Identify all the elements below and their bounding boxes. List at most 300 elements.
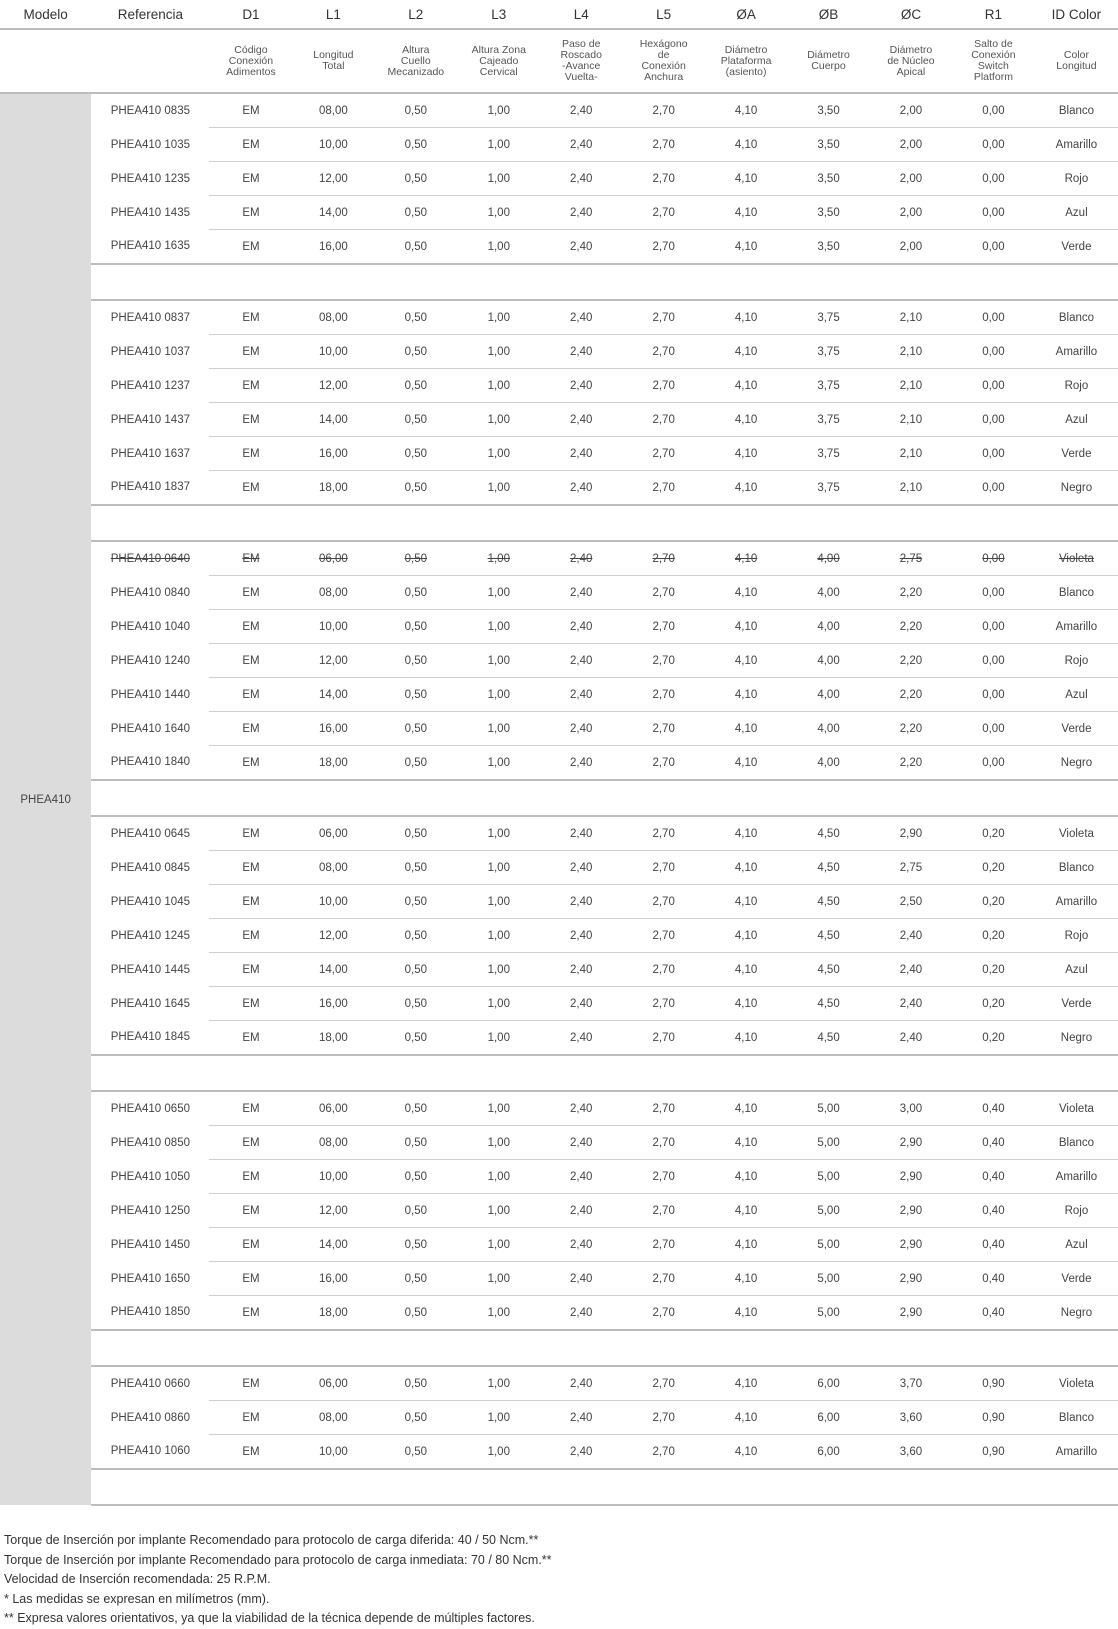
reference-cell: PHEA410 1637 [110,447,190,460]
value-cell: 2,40 [870,987,952,1021]
table-row [0,644,1118,678]
value-cell: 4,50 [787,953,870,987]
value-cell: 4,10 [705,953,787,987]
value-cell: 14,00 [292,196,374,230]
column-description-line: Cuerpo [811,60,846,72]
value-cell: 2,40 [540,576,622,610]
reference-cell: PHEA410 0860 [110,1411,190,1424]
reference-cell: PHEA410 0835 [110,104,190,117]
column-description-line: Apical [896,65,926,78]
value-cell: EM [209,851,292,885]
value-cell: 4,10 [705,1194,787,1228]
value-cell: 1,00 [457,919,540,953]
value-cell: 5,00 [787,1160,870,1194]
value-cell: 2,70 [622,1160,705,1194]
value-cell: EM [209,987,292,1021]
value-cell: 1,00 [457,953,540,987]
value-cell: 0,00 [952,471,1035,506]
value-cell: 2,20 [870,712,952,746]
value-cell: 0,00 [952,712,1035,746]
value-cell: EM [209,541,292,576]
value-cell: 4,10 [705,885,787,919]
value-cell: 4,50 [787,987,870,1021]
value-cell: 1,00 [457,335,540,369]
value-cell: 2,20 [870,610,952,644]
column-description-line: Paso de [561,38,601,50]
value-cell: 4,10 [705,162,787,196]
value-cell: 0,50 [374,128,457,162]
model-name: PHEA410 [0,93,91,1505]
column-description-line: Platform [973,71,1013,83]
value-cell: 4,00 [787,644,870,678]
value-cell: 4,00 [787,610,870,644]
value-cell: EM [209,1228,292,1262]
column-description-line: Conexión [971,49,1016,61]
table-body [0,93,1118,1505]
value-cell: 1,00 [457,746,540,781]
value-cell: 0,50 [374,851,457,885]
value-cell: 2,00 [870,196,952,230]
value-cell: 1,00 [457,437,540,471]
value-cell: 4,10 [705,1228,787,1262]
footnote-line: ** Expresa valores orientativos, ya que la viabilidad de la técnica depende de múltiples factores. [4,1611,535,1626]
value-cell: 2,70 [622,369,705,403]
value-cell: 3,50 [787,128,870,162]
reference-cell: PHEA410 1840 [91,746,209,781]
value-cell: 2,90 [870,1296,952,1331]
value-cell: 0,00 [952,230,1035,265]
value-cell: 2,70 [622,576,705,610]
value-cell: 2,40 [540,335,622,369]
value-cell: 0,50 [374,335,457,369]
value-cell: 2,70 [622,1228,705,1262]
value-cell: 0,50 [374,1194,457,1228]
value-cell: 1,00 [457,1194,540,1228]
value-cell: 2,50 [870,885,952,919]
value-cell: 2,40 [540,644,622,678]
value-cell: 0,00 [952,93,1035,128]
group-gap [91,1469,1118,1505]
value-cell: 2,90 [870,816,952,851]
column-description [292,29,374,93]
column-header: ID Color [1035,0,1118,29]
value-cell: Azul [1035,1228,1118,1262]
column-description-line: Hexágono [639,38,688,50]
value-cell: 4,50 [787,885,870,919]
footnotes [4,1531,1104,1629]
column-description-line: Conexión [228,54,274,67]
value-cell: 2,40 [540,746,622,781]
value-cell: 08,00 [292,93,374,128]
table-row [0,437,1118,471]
value-cell: 3,00 [870,1091,952,1126]
column-description [622,29,705,93]
column-description [209,29,292,93]
value-cell: 6,00 [787,1366,870,1401]
value-cell: 0,50 [374,1435,457,1470]
value-cell: 3,60 [870,1401,952,1435]
value-cell: 10,00 [292,1435,374,1470]
value-cell: 0,50 [374,230,457,265]
value-cell: Violeta [1035,541,1118,576]
value-cell: 2,70 [622,678,705,712]
value-cell: EM [209,1366,292,1401]
value-cell: 2,70 [622,541,705,576]
value-cell: 0,00 [952,300,1035,335]
value-cell: EM [209,369,292,403]
reference-cell: PHEA410 1845 [91,1021,209,1056]
value-cell: 16,00 [292,987,374,1021]
column-description [0,29,91,93]
value-cell: 0,50 [374,1366,457,1401]
header-description-row [0,29,1118,93]
column-description [705,29,787,93]
column-description [787,29,870,93]
value-cell: 3,75 [787,403,870,437]
value-cell: 0,20 [952,919,1035,953]
column-header: Referencia [91,0,209,29]
value-cell: 4,10 [705,816,787,851]
value-cell: 10,00 [292,335,374,369]
value-cell: 2,70 [622,851,705,885]
value-cell: EM [209,1435,292,1470]
column-header: D1 [209,0,292,29]
value-cell: 1,00 [457,678,540,712]
value-cell: 12,00 [292,644,374,678]
value-cell: 0,50 [374,300,457,335]
value-cell: Azul [1035,196,1118,230]
value-cell: EM [209,1296,292,1331]
value-cell: Amarillo [1035,885,1118,919]
value-cell: 2,00 [870,162,952,196]
value-cell: 2,40 [540,816,622,851]
value-cell: 18,00 [292,1021,374,1056]
value-cell: 0,00 [952,196,1035,230]
value-cell: Amarillo [1035,1160,1118,1194]
column-description-line: de Núcleo [887,54,935,67]
value-cell: 3,50 [787,162,870,196]
value-cell: 08,00 [292,851,374,885]
value-cell: Azul [1035,953,1118,987]
value-cell: 3,75 [787,335,870,369]
column-header: R1 [952,0,1035,29]
value-cell: 2,70 [622,471,705,506]
value-cell: 0,20 [952,816,1035,851]
table-row [0,93,1118,128]
column-description-line: Cajeado [479,54,519,67]
reference-cell: PHEA410 1245 [110,929,190,942]
value-cell: Azul [1035,403,1118,437]
table-row [0,1366,1118,1401]
reference-cell: PHEA410 1035 [110,138,190,151]
column-description-line: Switch [977,60,1009,72]
table-row [0,1091,1118,1126]
value-cell: 0,00 [952,128,1035,162]
value-cell: EM [209,712,292,746]
reference-cell: PHEA410 1237 [110,379,190,392]
value-cell: 4,10 [705,1401,787,1435]
column-header: ØA [705,0,787,29]
value-cell: 4,00 [787,576,870,610]
group-separator [0,1330,1118,1366]
column-description-line: Color [1063,49,1089,61]
table-row [0,1228,1118,1262]
value-cell: 0,50 [374,816,457,851]
value-cell: 1,00 [457,403,540,437]
value-cell: 2,70 [622,712,705,746]
value-cell: Verde [1035,437,1118,471]
header-row [0,0,1118,29]
value-cell: 2,70 [622,1091,705,1126]
table-row [0,128,1118,162]
reference-cell: PHEA410 1435 [110,206,190,219]
table-row [0,403,1118,437]
value-cell: 1,00 [457,128,540,162]
value-cell: 12,00 [292,1194,374,1228]
value-cell: 06,00 [292,1366,374,1401]
value-cell: 4,10 [705,1126,787,1160]
value-cell: 4,00 [787,746,870,781]
value-cell: EM [209,196,292,230]
value-cell: 18,00 [292,1296,374,1331]
value-cell: Rojo [1035,644,1118,678]
value-cell: 1,00 [457,1021,540,1056]
value-cell: 08,00 [292,300,374,335]
value-cell: 16,00 [292,437,374,471]
column-description-line: -Avance [562,60,601,72]
value-cell: 5,00 [787,1091,870,1126]
value-cell: EM [209,1160,292,1194]
column-description-line: Altura Zona [471,43,526,56]
table-row [0,1126,1118,1160]
value-cell: 2,40 [540,403,622,437]
value-cell: 2,70 [622,1194,705,1228]
value-cell: 2,40 [540,1021,622,1056]
value-cell: EM [209,1262,292,1296]
value-cell: Azul [1035,678,1118,712]
value-cell: 1,00 [457,1435,540,1470]
value-cell: 2,40 [540,1435,622,1470]
value-cell: 1,00 [457,1262,540,1296]
value-cell: Violeta [1035,1366,1118,1401]
value-cell: 1,00 [457,987,540,1021]
reference-cell: PHEA410 1650 [110,1272,190,1285]
value-cell: 0,50 [374,403,457,437]
value-cell: Amarillo [1035,610,1118,644]
column-description-line: Anchura [644,71,684,83]
value-cell: 2,40 [540,1401,622,1435]
value-cell: 2,70 [622,987,705,1021]
value-cell: Blanco [1035,1401,1118,1435]
reference-cell: PHEA410 1235 [110,172,190,185]
group-gap [91,1055,1118,1091]
value-cell: 2,40 [540,712,622,746]
value-cell: 2,40 [540,162,622,196]
value-cell: 4,10 [705,93,787,128]
value-cell: 3,75 [787,369,870,403]
value-cell: 0,40 [952,1194,1035,1228]
value-cell: EM [209,300,292,335]
value-cell: 1,00 [457,230,540,265]
reference-cell: PHEA410 1645 [110,997,190,1010]
value-cell: 4,00 [787,678,870,712]
value-cell: 0,50 [374,746,457,781]
value-cell: EM [209,885,292,919]
value-cell: 0,00 [952,541,1035,576]
value-cell: 0,50 [374,576,457,610]
value-cell: 2,70 [622,437,705,471]
table-row [0,746,1118,781]
value-cell: 4,10 [705,919,787,953]
value-cell: 12,00 [292,162,374,196]
value-cell: EM [209,403,292,437]
group-separator [0,264,1118,300]
value-cell: 0,50 [374,1091,457,1126]
value-cell: 4,10 [705,403,787,437]
value-cell: 16,00 [292,712,374,746]
value-cell: Blanco [1035,93,1118,128]
column-description [870,29,952,93]
value-cell: 4,10 [705,1366,787,1401]
value-cell: 0,90 [952,1435,1035,1470]
column-header: L4 [540,0,622,29]
column-description-line: Altura [402,43,430,56]
value-cell: 0,00 [952,162,1035,196]
value-cell: 0,40 [952,1160,1035,1194]
column-description-line: Plataforma [720,54,772,67]
value-cell: 1,00 [457,1366,540,1401]
table-row [0,816,1118,851]
value-cell: EM [209,1021,292,1056]
value-cell: 2,40 [540,1228,622,1262]
value-cell: 0,20 [952,851,1035,885]
value-cell: 2,70 [622,162,705,196]
value-cell: 1,00 [457,1160,540,1194]
value-cell: 18,00 [292,471,374,506]
value-cell: 4,50 [787,851,870,885]
table-row [0,1194,1118,1228]
column-description [91,29,209,93]
value-cell: 4,10 [705,437,787,471]
value-cell: 4,10 [705,1021,787,1056]
value-cell: 3,50 [787,196,870,230]
value-cell: 0,50 [374,644,457,678]
footnote-line: Velocidad de Inserción recomendada: 25 R.P.M. [4,1572,271,1587]
column-description-line: Cuello [400,54,431,67]
value-cell: 4,10 [705,369,787,403]
value-cell: 0,50 [374,196,457,230]
value-cell: EM [209,644,292,678]
reference-cell: PHEA410 0640 [110,552,190,565]
value-cell: Verde [1035,230,1118,265]
column-description-line: Vuelta- [564,71,598,83]
value-cell: 2,40 [540,885,622,919]
value-cell: Amarillo [1035,1435,1118,1470]
value-cell: EM [209,128,292,162]
value-cell: 2,00 [870,128,952,162]
value-cell: 2,40 [540,919,622,953]
value-cell: 0,50 [374,162,457,196]
value-cell: 1,00 [457,300,540,335]
value-cell: 2,40 [540,230,622,265]
value-cell: 0,50 [374,471,457,506]
value-cell: 2,70 [622,196,705,230]
value-cell: 4,10 [705,300,787,335]
footnote-line: * Las medidas se expresan en milímetros (mm). [4,1591,270,1606]
group-gap [91,505,1118,541]
value-cell: 0,50 [374,919,457,953]
value-cell: 18,00 [292,746,374,781]
column-description-line: Longitud [1056,60,1097,72]
value-cell: Negro [1035,1296,1118,1331]
value-cell: 2,90 [870,1126,952,1160]
value-cell: 2,10 [870,335,952,369]
value-cell: 3,50 [787,230,870,265]
value-cell: 2,20 [870,576,952,610]
value-cell: 2,40 [540,1091,622,1126]
value-cell: 0,00 [952,369,1035,403]
reference-cell: PHEA410 1040 [110,620,190,633]
value-cell: EM [209,1194,292,1228]
value-cell: 08,00 [292,576,374,610]
value-cell: 4,10 [705,128,787,162]
table-row [0,1160,1118,1194]
column-description-line: Conexión [641,60,686,72]
value-cell: 1,00 [457,610,540,644]
value-cell: 4,00 [787,712,870,746]
value-cell: 1,00 [457,162,540,196]
value-cell: 2,40 [540,93,622,128]
value-cell: 2,40 [870,919,952,953]
value-cell: 2,40 [540,1366,622,1401]
value-cell: Amarillo [1035,335,1118,369]
value-cell: Blanco [1035,300,1118,335]
value-cell: 0,40 [952,1262,1035,1296]
value-cell: 1,00 [457,1296,540,1331]
value-cell: 2,40 [540,610,622,644]
value-cell: 4,10 [705,196,787,230]
column-description [457,29,540,93]
value-cell: 0,90 [952,1401,1035,1435]
column-header: L1 [292,0,374,29]
value-cell: 5,00 [787,1126,870,1160]
column-description-line: Adimentos [226,65,276,78]
value-cell: Rojo [1035,1194,1118,1228]
value-cell: EM [209,471,292,506]
table-row [0,369,1118,403]
reference-cell: PHEA410 1250 [110,1204,190,1217]
value-cell: Negro [1035,746,1118,781]
value-cell: 08,00 [292,1401,374,1435]
value-cell: 4,10 [705,987,787,1021]
reference-cell: PHEA410 1437 [110,413,190,426]
value-cell: EM [209,1401,292,1435]
reference-cell: PHEA410 1640 [110,722,190,735]
value-cell: 0,20 [952,1021,1035,1056]
value-cell: 4,10 [705,746,787,781]
column-description [1035,29,1118,93]
value-cell: 2,90 [870,1228,952,1262]
reference-cell: PHEA410 1050 [110,1170,190,1183]
value-cell: Negro [1035,1021,1118,1056]
value-cell: 1,00 [457,644,540,678]
value-cell: 2,70 [622,816,705,851]
value-cell: 2,70 [622,1435,705,1470]
table-row [0,1021,1118,1056]
value-cell: EM [209,953,292,987]
value-cell: 4,00 [787,541,870,576]
value-cell: 2,40 [540,1262,622,1296]
